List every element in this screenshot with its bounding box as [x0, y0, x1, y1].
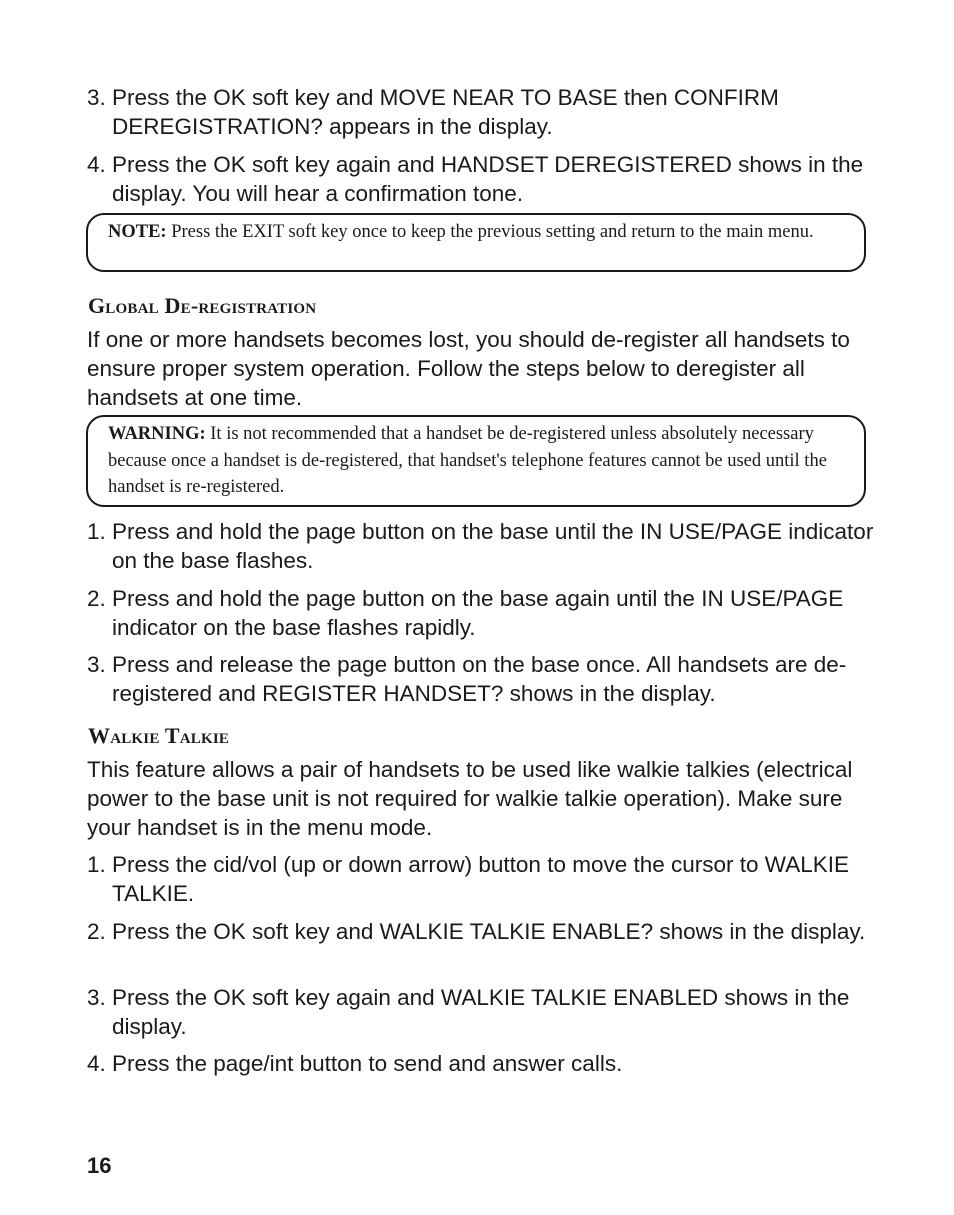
- step-text: Press the OK soft key again and WALKIE TALKIE ENABLED shows in the display.: [112, 985, 850, 1039]
- step-number: 1.: [87, 519, 106, 544]
- step-text: Press and hold the page button on the base until the IN USE/PAGE indicator on the base flashes.: [112, 519, 874, 573]
- page-number: 16: [87, 1153, 112, 1178]
- walkie-step-2: [87, 917, 877, 946]
- step-number: 4.: [87, 1051, 106, 1076]
- global-step-2: [87, 584, 877, 642]
- step-text: Press the cid/vol (up or down arrow) button to move the cursor to WALKIE TALKIE.: [112, 852, 849, 906]
- step-number: 3.: [87, 985, 106, 1010]
- step-top-3: [87, 83, 877, 141]
- step-number: 2.: [87, 586, 106, 611]
- section-heading-walkie-talkie: Walkie Talkie: [88, 723, 230, 748]
- step-number: 4.: [87, 152, 106, 177]
- step-text: Press the OK soft key again and HANDSET DEREGISTERED shows in the display. You will hear a confirmation tone.: [112, 152, 864, 206]
- step-number: 3.: [87, 652, 106, 677]
- step-number: 1.: [87, 852, 106, 877]
- walkie-step-3: [87, 983, 877, 1041]
- step-number: 2.: [87, 919, 106, 944]
- global-deregistration-intro: If one or more handsets becomes lost, you should de-register all handsets to ensure proper system operation. Follow the steps below to deregister all handsets at one time.: [87, 327, 850, 410]
- walkie-step-1: [87, 850, 877, 908]
- global-step-3: [87, 650, 877, 708]
- step-text: Press and release the page button on the base once. All handsets are de-registered and REGISTER HANDSET? shows in the display.: [112, 652, 847, 706]
- global-step-1: [87, 517, 877, 575]
- step-text: Press the page/int button to send and answer calls.: [112, 1051, 623, 1076]
- step-text: Press the OK soft key and MOVE NEAR TO BASE then CONFIRM DEREGISTRATION? appears in the display.: [112, 85, 779, 139]
- step-number: 3.: [87, 85, 106, 110]
- section-heading-global-deregistration: Global De-registration: [88, 293, 317, 318]
- warning-box: [86, 415, 866, 507]
- note-box: [86, 213, 866, 272]
- step-text: Press the OK soft key and WALKIE TALKIE ENABLE? shows in the display.: [112, 919, 866, 944]
- note-label: NOTE:: [108, 222, 167, 242]
- walkie-step-4: [87, 1049, 877, 1078]
- walkie-talkie-intro: This feature allows a pair of handsets to be used like walkie talkies (electrical power to the base unit is not required for walkie talkie operation). Make sure your handset is in the menu mode.: [87, 757, 853, 840]
- warning-label: WARNING:: [108, 424, 206, 444]
- warning-text: It is not recommended that a handset be de-registered unless absolutely necessary because once a handset is de-registered, that handset's telephone features cannot be used until the handset is re-registered.: [108, 424, 827, 497]
- step-text: Press and hold the page button on the base again until the IN USE/PAGE indicator on the base flashes rapidly.: [112, 586, 844, 640]
- note-text: Press the EXIT soft key once to keep the previous setting and return to the main menu.: [166, 222, 814, 242]
- step-top-4: [87, 150, 877, 208]
